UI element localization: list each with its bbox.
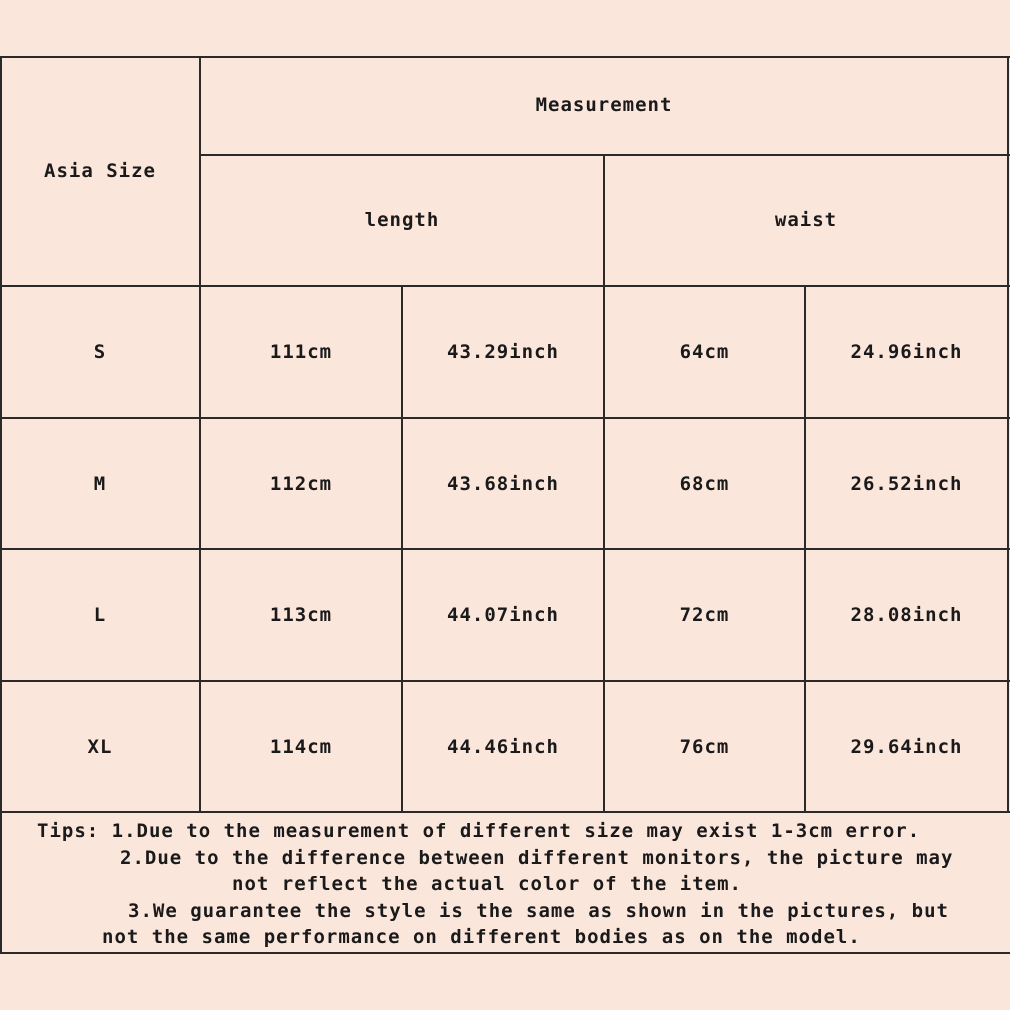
tips-line-3: not reflect the actual color of the item. — [232, 873, 742, 895]
length-inch-cell: 44.46inch — [447, 735, 559, 758]
waist-inch-cell: 28.08inch — [850, 603, 963, 626]
size-cell: M — [93, 472, 107, 495]
grid-line-bottom — [0, 952, 1010, 954]
size-cell: XL — [87, 735, 113, 758]
waist-cm-cell: 64cm — [679, 340, 730, 363]
length-inch-cell: 43.68inch — [447, 472, 559, 495]
length-cm-cell: 111cm — [269, 340, 333, 363]
length-header: length — [364, 209, 440, 231]
waist-inch-cell: 26.52inch — [850, 472, 963, 495]
waist-cm-cell: 72cm — [679, 603, 730, 626]
size-cell: S — [93, 340, 107, 363]
tips-line-2: 2.Due to the difference between different monitors, the picture may — [120, 847, 954, 869]
tips-line-4: 3.We guarantee the style is the same as shown in the pictures, but — [128, 900, 949, 922]
waist-cm-cell: 68cm — [679, 472, 730, 495]
tips-line-1: Tips: 1.Due to the measurement of different size may exist 1-3cm error. — [37, 820, 921, 842]
length-inch-cell: 43.29inch — [447, 340, 559, 363]
waist-inch-cell: 29.64inch — [850, 735, 963, 758]
length-inch-cell: 44.07inch — [447, 603, 559, 626]
measurement-header: Measurement — [535, 94, 673, 116]
tips-line-5: not the same performance on different bodies as on the model. — [102, 926, 861, 948]
waist-inch-cell: 24.96inch — [850, 340, 963, 363]
size-cell: L — [93, 603, 107, 626]
length-cm-cell: 113cm — [269, 603, 333, 626]
waist-header: waist — [774, 209, 838, 231]
waist-cm-cell: 76cm — [679, 735, 730, 758]
length-cm-cell: 114cm — [269, 735, 333, 758]
length-cm-cell: 112cm — [269, 472, 333, 495]
asia-size-header: Asia Size — [44, 160, 156, 182]
